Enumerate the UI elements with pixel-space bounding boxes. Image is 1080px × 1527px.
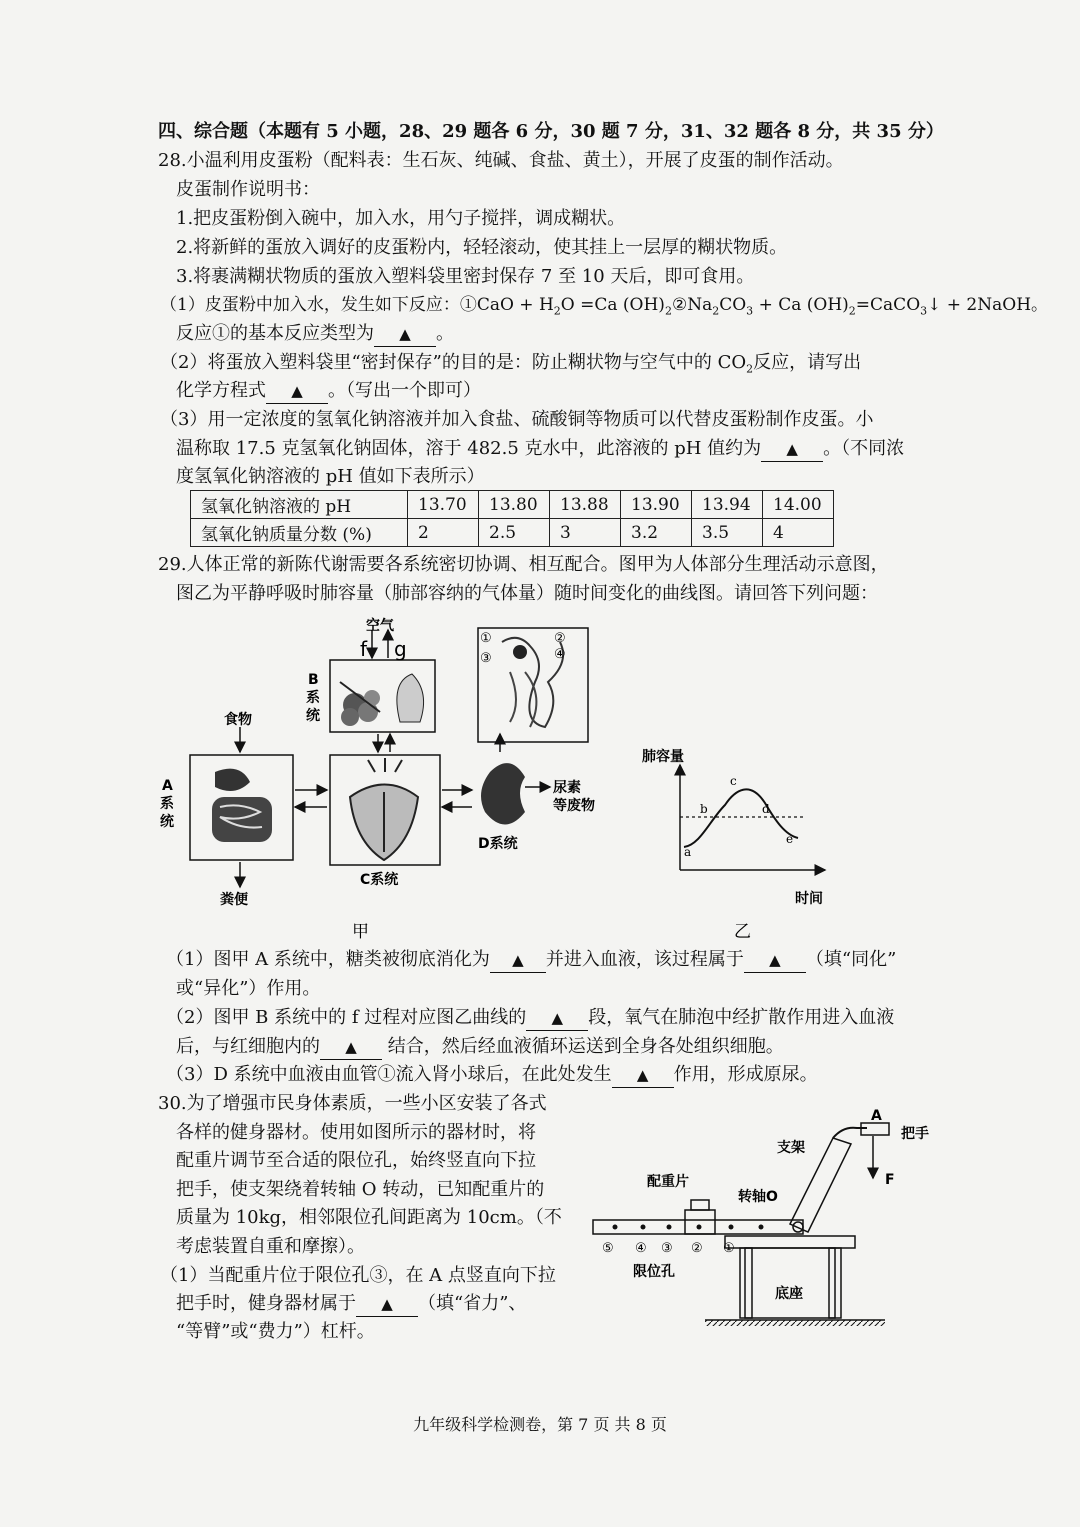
caption-yi: 乙 [734, 922, 751, 942]
table-cell: 13.90 [621, 491, 692, 519]
point-b: b [700, 802, 708, 816]
q28-intro: 28.小温利用皮蛋粉（配料表：生石灰、纯碱、食盐、黄土），开展了皮蛋的制作活动。 [158, 150, 844, 171]
subscript: 2 [848, 304, 856, 318]
table-cell: 14.00 [763, 491, 834, 519]
text-seg: ↓ + 2NaOH。 [927, 295, 1049, 315]
q28-step-3: 3.将裹满糊状物质的蛋放入塑料袋里密封保存 7 至 10 天后，即可食用。 [176, 266, 755, 287]
f-label: f [360, 637, 368, 661]
point-d: d [762, 802, 770, 816]
weight-plate [685, 1210, 715, 1234]
q30-line6: 考虑装置自重和摩擦）。 [176, 1236, 365, 1257]
hole-4: ④ [635, 1241, 647, 1256]
section-title: 四、综合题（本题有 5 小题，28、29 题各 6 分，30 题 7 分，31、32 题各 8 分，共 35 分） [158, 121, 944, 142]
q30-line5: 质量为 10kg，相邻限位孔间距离为 10cm。（不 [176, 1207, 562, 1228]
table-cell: 2.5 [479, 519, 550, 547]
hole-5: ⑤ [602, 1241, 614, 1256]
text-seg: O =Ca (OH) [560, 295, 665, 315]
q28-part1-line1 [160, 293, 1048, 323]
answer-blank[interactable]: ▲ [612, 1063, 674, 1088]
answer-blank[interactable]: ▲ [761, 437, 823, 462]
figure-yi [640, 735, 840, 945]
text-seg: 结合，然后经血液循环运送到全身各处组织细胞。 [382, 1036, 784, 1057]
table-cell: 3.2 [621, 519, 692, 547]
base-label: 底座 [775, 1286, 803, 1302]
answer-blank[interactable]: ▲ [526, 1006, 588, 1031]
q28-step-2: 2.将新鲜的蛋放入调好的皮蛋粉内，轻轻滚动，使其挂上一层厚的糊状物质。 [176, 237, 788, 258]
hole-label: 限位孔 [633, 1264, 675, 1280]
q30-line4: 把手，使支架绕着转轴 O 转动，已知配重片的 [176, 1179, 545, 1200]
q28-manual-title: 皮蛋制作说明书： [176, 179, 320, 200]
q30-part1-line1: （1）当配重片位于限位孔③，在 A 点竖直向下拉 [160, 1265, 556, 1286]
q29-line1: 29.人体正常的新陈代谢需要各系统密切协调、相互配合。图甲为人体部分生理活动示意图， [158, 554, 889, 575]
q28-part2-line2 [176, 379, 481, 404]
b-word1: 系 [306, 690, 320, 706]
q28-part1-line2 [176, 322, 454, 347]
text-seg: （填“同化” [805, 949, 897, 970]
table-row [191, 519, 834, 547]
table-cell: 13.80 [479, 491, 550, 519]
y-label: 肺容量 [642, 749, 684, 765]
q30-part1-line3: “等臂”或“费力”）杠杆。 [176, 1321, 375, 1342]
q30-line1: 30.为了增强市民身体素质，一些小区安装了各式 [158, 1093, 547, 1114]
axis-label: 转轴O [738, 1189, 778, 1205]
hole-2: ② [691, 1241, 703, 1256]
text-seg: 。（不同浓 [823, 438, 905, 459]
answer-blank[interactable]: ▲ [744, 948, 806, 973]
text-seg: 反应①的基本反应类型为 [176, 323, 374, 344]
ph-table [190, 490, 834, 547]
b-letter: B [308, 672, 319, 688]
handle-label: 把手 [901, 1126, 929, 1142]
text-seg: 后，与红细胞内的 [176, 1036, 320, 1057]
q29-part2-line1 [166, 1006, 894, 1031]
subscript: 3 [746, 304, 754, 318]
table-cell: 2 [408, 519, 479, 547]
lung-volume-curve [684, 789, 798, 847]
base [745, 1248, 835, 1318]
text-seg: ②Na [671, 295, 713, 315]
point-a: a [684, 845, 692, 859]
answer-blank[interactable]: ▲ [266, 379, 328, 404]
subscript: 3 [920, 304, 928, 318]
q29-line2: 图乙为平静呼吸时肺容量（肺部容纳的气体量）随时间变化的曲线图。请回答下列问题： [176, 583, 878, 604]
subscript: 2 [664, 304, 672, 318]
a-letter: A [162, 778, 173, 794]
feces-label: 粪便 [220, 892, 248, 908]
table-cell: 13.70 [408, 491, 479, 519]
text-seg: （2）图甲 B 系统中的 f 过程对应图乙曲线的 [166, 1007, 527, 1028]
a-word1: 系 [160, 796, 174, 812]
weight-label: 配重片 [647, 1174, 689, 1190]
text-seg: + Ca (OH) [753, 295, 849, 315]
point-e: e [786, 832, 794, 846]
caption-jia: 甲 [352, 922, 369, 942]
mark-3: ③ [480, 651, 492, 666]
answer-blank[interactable]: ▲ [356, 1292, 418, 1317]
text-seg: （2）将蛋放入塑料袋里“密封保存”的目的是：防止糊状物与空气中的 CO [160, 352, 747, 373]
text-seg: 把手时，健身器材属于 [176, 1293, 356, 1314]
text-seg: 。（写出一个即可） [328, 380, 481, 401]
table-row [191, 491, 834, 519]
text-seg: 并进入血液，该过程属于 [545, 949, 744, 970]
text-seg: 作用，形成原尿。 [673, 1064, 818, 1085]
lungs-icon [340, 674, 424, 726]
point-c: c [730, 774, 737, 788]
food-label: 食物 [224, 712, 252, 728]
table-header-cell: 氢氧化钠质量分数 (%) [191, 519, 408, 547]
figure-jia [150, 612, 610, 942]
hole-3: ③ [661, 1241, 673, 1256]
support-label: 支架 [777, 1140, 805, 1156]
text-seg: =CaCO [855, 295, 921, 315]
fitness-equipment-figure [585, 1100, 935, 1340]
table-cell: 3 [550, 519, 621, 547]
q28-part2-line1 [160, 351, 861, 382]
table-cell: 3.5 [692, 519, 763, 547]
text-seg: （1）皮蛋粉中加入水，发生如下反应：①CaO + H [160, 295, 554, 315]
table-cell: 13.94 [692, 491, 763, 519]
answer-blank[interactable]: ▲ [320, 1035, 382, 1060]
answer-blank[interactable]: ▲ [374, 322, 436, 347]
heart-icon [350, 758, 418, 860]
mark-4: ④ [554, 647, 566, 662]
q28-step-1: 1.把皮蛋粉倒入碗中，加入水，用勺子搅拌，调成糊状。 [176, 208, 626, 229]
c-system-label: C系统 [360, 872, 399, 888]
text-seg: （1）图甲 A 系统中，糖类被彻底消化为 [166, 949, 490, 970]
subscript: 2 [712, 304, 720, 318]
q30-line2: 各样的健身器材。使用如图所示的器材时，将 [176, 1122, 536, 1143]
urea-label-2: 等废物 [553, 798, 595, 814]
urea-label-1: 尿素 [553, 780, 581, 796]
text-seg: CO [719, 295, 747, 315]
digestive-system-icon [212, 769, 272, 842]
f-label: F [885, 1172, 895, 1188]
text-seg: 段，氧气在肺泡中经扩散作用进入血液 [588, 1007, 895, 1028]
text-seg: 化学方程式 [176, 380, 266, 401]
text-seg: （填“省力”、 [418, 1293, 527, 1314]
q28-part3-line2 [176, 437, 904, 462]
d-system-label: D系统 [478, 836, 518, 852]
table-cell: 4 [763, 519, 834, 547]
answer-blank[interactable]: ▲ [490, 948, 546, 973]
q29-part3 [166, 1063, 818, 1088]
subscript: 2 [553, 304, 561, 318]
g-label: g [394, 637, 407, 661]
q29-part1-line1 [166, 948, 896, 973]
q28-part3-line1: （3）用一定浓度的氢氧化钠溶液并加入食盐、硫酸铜等物质可以代替皮蛋粉制作皮蛋。小 [160, 409, 874, 430]
q30-line3: 配重片调节至合适的限位孔，始终竖直向下拉 [176, 1150, 536, 1171]
hole-1: ① [723, 1241, 735, 1256]
text-seg: 反应，请写出 [753, 352, 862, 373]
mark-1: ① [480, 631, 492, 646]
q29-part2-line2 [176, 1035, 784, 1060]
mark-2: ② [554, 631, 566, 646]
text-seg: 。 [436, 323, 454, 344]
x-label: 时间 [795, 891, 823, 907]
table-cell: 13.88 [550, 491, 621, 519]
a-word2: 统 [160, 814, 174, 830]
q30-part1-line2 [176, 1292, 526, 1317]
table-header-cell: 氢氧化钠溶液的 pH [191, 491, 408, 519]
kidney-icon [481, 763, 550, 824]
b-word2: 统 [306, 708, 320, 724]
text-seg: 温称取 17.5 克氢氧化钠固体，溶于 482.5 克水中，此溶液的 pH 值约为 [176, 438, 762, 459]
air-label: 空气 [366, 618, 394, 634]
a-point-label: A [871, 1108, 882, 1124]
q28-part3-line3: 度氢氧化钠溶液的 pH 值如下表所示） [176, 466, 485, 487]
text-seg: （3）D 系统中血液由血管①流入肾小球后，在此处发生 [166, 1064, 612, 1085]
page-footer: 九年级科学检测卷，第 7 页 共 8 页 [413, 1415, 667, 1434]
subscript: 2 [746, 362, 754, 376]
q29-part1-line2: 或“异化”）作用。 [176, 978, 321, 999]
